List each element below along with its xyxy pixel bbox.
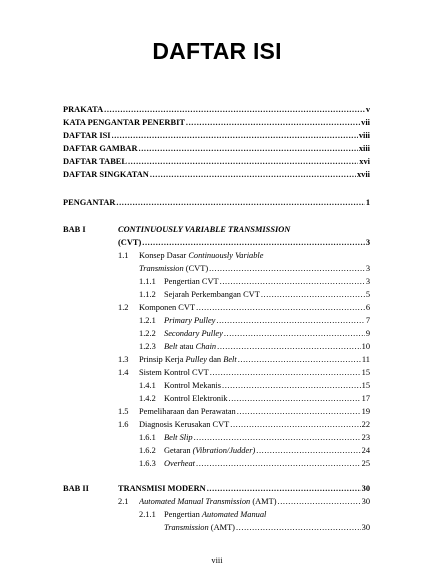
dot-leader bbox=[139, 142, 358, 155]
toc-entry-page: 25 bbox=[361, 459, 370, 468]
chapter-title bbox=[118, 482, 370, 495]
toc-entry-page: 3 bbox=[365, 238, 370, 247]
dot-leader bbox=[237, 405, 361, 418]
toc-entry-page: 15 bbox=[361, 368, 370, 377]
toc-entry-1-4-1 bbox=[164, 379, 370, 392]
toc-entry-daftar-singkatan bbox=[63, 168, 370, 181]
toc-entry-page: xiii bbox=[358, 144, 370, 153]
toc-entry-label: Sistem Kontrol CVT bbox=[139, 368, 209, 377]
label-part: Getaran bbox=[164, 446, 193, 455]
toc-entry-label bbox=[139, 495, 277, 508]
label-part: Pengertian bbox=[164, 510, 202, 519]
toc-entry-label bbox=[164, 444, 255, 457]
dot-leader bbox=[278, 495, 361, 508]
dot-leader bbox=[104, 103, 365, 116]
label-part: Pulley bbox=[185, 355, 207, 364]
subsection-number: 1.6.1 bbox=[139, 433, 156, 442]
toc-entry-label bbox=[164, 521, 235, 534]
dot-leader bbox=[207, 482, 361, 495]
toc-entry-1-6-2 bbox=[164, 444, 370, 457]
subsection-title-line2 bbox=[164, 521, 370, 534]
toc-entry-page: xvi bbox=[359, 157, 370, 166]
toc-entry-page: viii bbox=[358, 131, 370, 140]
subsection-number: 1.1.1 bbox=[139, 277, 156, 286]
subsection-number: 1.2.3 bbox=[139, 342, 156, 351]
toc-entry-page: 17 bbox=[361, 394, 370, 403]
dot-leader bbox=[142, 236, 365, 249]
toc-entry-page: vii bbox=[361, 118, 370, 127]
label-part: Automated Manual Transmission bbox=[139, 497, 251, 506]
dot-leader bbox=[112, 129, 358, 142]
toc-entry-label: Belt Slip bbox=[164, 433, 193, 442]
toc-entry-1-5 bbox=[139, 405, 370, 418]
toc-entry-1-4 bbox=[139, 366, 370, 379]
toc-entry-page: 22 bbox=[361, 420, 370, 429]
toc-entry-page: 15 bbox=[361, 381, 370, 390]
toc-entry-1-2 bbox=[139, 301, 370, 314]
toc-entry-label: Pengertian CVT bbox=[164, 277, 219, 286]
toc-entry-label: (CVT) bbox=[118, 238, 142, 247]
subsection-number: 1.4.2 bbox=[139, 394, 156, 403]
toc-entry-page: 30 bbox=[361, 523, 370, 532]
label-part: Continuously Variable bbox=[188, 251, 264, 260]
toc-entry-label: DAFTAR SINGKATAN bbox=[63, 170, 149, 179]
toc-entry-label bbox=[139, 353, 237, 366]
toc-entry-page: 3 bbox=[365, 264, 370, 273]
toc-entry-1-2-2 bbox=[164, 327, 370, 340]
dot-leader bbox=[217, 340, 361, 353]
subsection-number: 1.6.2 bbox=[139, 446, 156, 455]
toc-entry-label: Diagnosis Kerusakan CVT bbox=[139, 420, 230, 429]
section-label: Konsep Dasar Continuously Variable bbox=[139, 251, 264, 260]
toc-entry-pengantar bbox=[63, 196, 370, 209]
label-part: dan bbox=[206, 355, 224, 364]
label-part: Prinsip Kerja bbox=[139, 355, 186, 364]
toc-entry-label: Kontrol Elektronik bbox=[164, 394, 228, 403]
toc-entry-1-2-3 bbox=[164, 340, 370, 353]
toc-entry-page: 1 bbox=[365, 198, 370, 207]
label-part: (AMT) bbox=[250, 497, 277, 506]
dot-leader bbox=[261, 288, 365, 301]
label-part: Chain bbox=[195, 342, 217, 351]
toc-entry-prakata bbox=[63, 103, 370, 116]
toc-entry-label: PRAKATA bbox=[63, 105, 104, 114]
subsection-number: 1.6.3 bbox=[139, 459, 156, 468]
toc-entry-label: DAFTAR ISI bbox=[63, 131, 111, 140]
toc-entry-page: xvii bbox=[356, 170, 370, 179]
toc-entry-page: 7 bbox=[365, 316, 370, 325]
subsection-title-line1 bbox=[164, 508, 266, 521]
toc-entry-label: Transmission (CVT) bbox=[139, 264, 209, 273]
toc-entry-page: 24 bbox=[361, 446, 370, 455]
dot-leader bbox=[220, 275, 365, 288]
toc-entry-1-6 bbox=[139, 418, 370, 431]
toc-entry-1-1-2 bbox=[164, 288, 370, 301]
toc-entry-page: 3 bbox=[365, 277, 370, 286]
subsection-number: 1.2.1 bbox=[139, 316, 156, 325]
dot-leader bbox=[210, 366, 361, 379]
dot-leader bbox=[238, 353, 361, 366]
toc-entry-label: DAFTAR TABEL bbox=[63, 157, 127, 166]
section-number: 1.6 bbox=[118, 420, 129, 429]
toc-entry-label: Sejarah Perkembangan CVT bbox=[164, 290, 260, 299]
label-part: Transmission bbox=[164, 523, 209, 532]
toc-entry-page: 19 bbox=[361, 407, 370, 416]
section-title-line1 bbox=[139, 249, 263, 262]
dot-leader bbox=[196, 301, 365, 314]
dot-leader bbox=[128, 155, 358, 168]
section-number: 1.5 bbox=[118, 407, 129, 416]
toc-entry-page: 6 bbox=[365, 303, 370, 312]
label-part: Automated Manual bbox=[201, 510, 267, 519]
chapter-title-line1: CONTINUOUSLY VARIABLE TRANSMISSION bbox=[118, 225, 291, 234]
dot-leader bbox=[236, 521, 361, 534]
dot-leader bbox=[150, 168, 356, 181]
dot-leader bbox=[224, 327, 365, 340]
toc-entry-label: Pemeliharaan dan Perawatan bbox=[139, 407, 236, 416]
dot-leader bbox=[229, 392, 361, 405]
label-part: (AMT) bbox=[208, 523, 235, 532]
toc-entry-page: 9 bbox=[365, 329, 370, 338]
toc-entry-page: 30 bbox=[361, 484, 370, 493]
label-part: (Vibration/Judder) bbox=[192, 446, 256, 455]
toc-entry-label: DAFTAR GAMBAR bbox=[63, 144, 138, 153]
toc-entry-page: 23 bbox=[361, 433, 370, 442]
dot-leader bbox=[116, 196, 364, 209]
chapter-code: BAB II bbox=[63, 484, 89, 493]
toc-entry-label: Komponen CVT bbox=[139, 303, 196, 312]
section-number: 1.2 bbox=[118, 303, 129, 312]
toc-entry-page: 10 bbox=[361, 342, 370, 351]
dot-leader bbox=[222, 379, 361, 392]
section-number: 1.4 bbox=[118, 368, 129, 377]
toc-entry-daftar-tabel bbox=[63, 155, 370, 168]
toc-entry-label: Kontrol Mekanis bbox=[164, 381, 221, 390]
toc-entry-1-2-1 bbox=[164, 314, 370, 327]
toc-entry-1-1-1 bbox=[164, 275, 370, 288]
section-number: 2.1 bbox=[118, 497, 129, 506]
subsection-number: 1.1.2 bbox=[139, 290, 156, 299]
toc-entry-daftar-gambar bbox=[63, 142, 370, 155]
label-part: Belt bbox=[223, 355, 237, 364]
toc-entry-label: Primary Pulley bbox=[164, 316, 216, 325]
toc-entry-label: PENGANTAR bbox=[63, 198, 116, 207]
subsection-number: 2.1.1 bbox=[139, 510, 156, 519]
label-part: Belt bbox=[164, 342, 178, 351]
subsection-number: 1.4.1 bbox=[139, 381, 156, 390]
dot-leader bbox=[186, 116, 360, 129]
toc-entry-kata-pengantar bbox=[63, 116, 370, 129]
toc-entry-1-6-1 bbox=[164, 431, 370, 444]
dot-leader bbox=[194, 431, 361, 444]
toc-entry-label bbox=[164, 340, 216, 353]
label-part: atau bbox=[177, 342, 196, 351]
dot-leader bbox=[230, 418, 360, 431]
chapter-code: BAB I bbox=[63, 225, 86, 234]
page-title: DAFTAR ISI bbox=[152, 38, 282, 64]
toc-entry-page: 5 bbox=[365, 290, 370, 299]
toc-entry-label: TRANSMISI MODERN bbox=[118, 484, 206, 493]
section-number: 1.3 bbox=[118, 355, 129, 364]
toc-entry-1-6-3 bbox=[164, 457, 370, 470]
toc-entry-page: 11 bbox=[361, 355, 370, 364]
toc-entry-1-3 bbox=[139, 353, 370, 366]
toc-entry-2-1 bbox=[139, 495, 370, 508]
toc-entry-label: Secondary Pulley bbox=[164, 329, 223, 338]
dot-leader bbox=[216, 314, 364, 327]
page-number-footer: viii bbox=[211, 556, 223, 565]
section-number: 1.1 bbox=[118, 251, 129, 260]
toc-entry-page: v bbox=[365, 105, 370, 114]
dot-leader bbox=[196, 457, 361, 470]
toc-entry-label: KATA PENGANTAR PENERBIT bbox=[63, 118, 185, 127]
chapter-title-line2 bbox=[118, 236, 370, 249]
subsection-number: 1.2.2 bbox=[139, 329, 156, 338]
dot-leader bbox=[256, 444, 360, 457]
toc-entry-page: 30 bbox=[361, 497, 370, 506]
section-label: Transmission bbox=[139, 264, 184, 273]
toc-entry-daftar-isi bbox=[63, 129, 370, 142]
section-title-line2 bbox=[139, 262, 370, 275]
toc-entry-1-4-2 bbox=[164, 392, 370, 405]
toc-entry-label: Overheat bbox=[164, 459, 196, 468]
dot-leader bbox=[209, 262, 365, 275]
